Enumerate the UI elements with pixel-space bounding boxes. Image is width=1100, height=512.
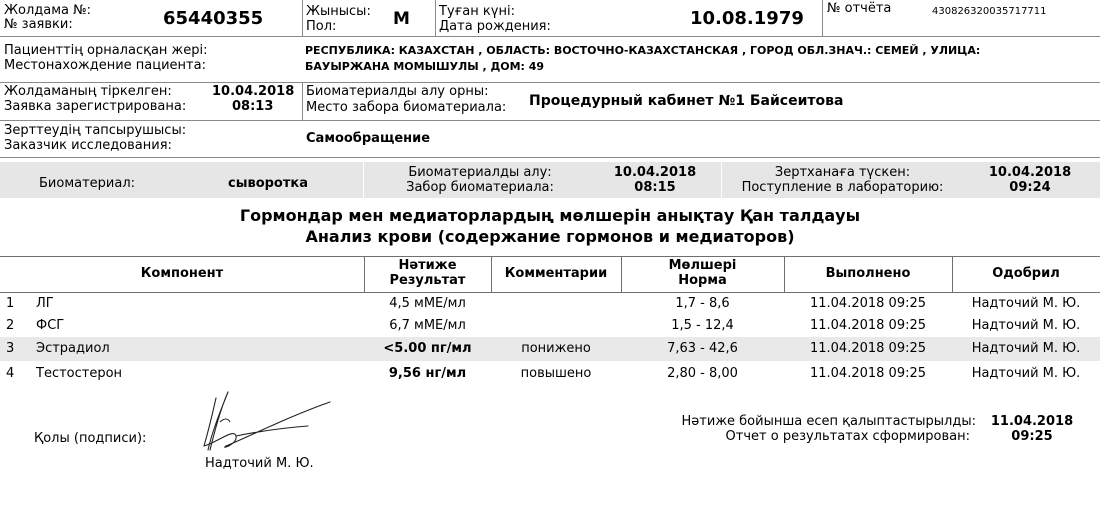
collect-date: 10.04.2018 <box>613 165 697 180</box>
component-name: Эстрадиол <box>36 341 110 356</box>
norm-value: 2,80 - 8,00 <box>667 366 738 381</box>
order-number: 65440355 <box>163 8 264 29</box>
place-label-ru: Место забора биоматериала: <box>306 100 507 115</box>
place-label-kk: Биоматериалды алу орны: <box>306 84 489 99</box>
component-name: ФСГ <box>36 318 65 333</box>
collect-label-ru: Забор биоматериала: <box>406 180 554 195</box>
analysis-title-ru: Анализ крови (содержание гормонов и медиаторов) <box>305 227 795 246</box>
lab-time: 09:24 <box>1009 180 1051 195</box>
birth-value: 10.08.1979 <box>690 8 804 29</box>
lab-label-ru: Поступление в лабораторию: <box>741 180 944 195</box>
norm-value: 7,63 - 42,6 <box>667 341 738 356</box>
report-formed-label-kk: Нәтиже бойынша есеп қалыптастырылды: <box>681 414 976 429</box>
result-value: <5.00 пг/мл <box>383 341 472 356</box>
component-name: Тестостерон <box>36 366 123 381</box>
lab-label-kk: Зертханаға түскен: <box>774 165 911 180</box>
biomaterial-value: сыворотка <box>228 176 308 191</box>
location-label-kk: Пациенттің орналасқан жері: <box>4 43 208 58</box>
norm-value: 1,5 - 12,4 <box>671 318 734 333</box>
th-component: Компонент <box>140 266 224 281</box>
location-value-line1: РЕСПУБЛИКА: КАЗАХСТАН , ОБЛАСТЬ: ВОСТОЧНО-КАЗАХСТАНСКАЯ , ГОРОД ОБЛ.ЗНАЧ.: СЕМЕЙ , УЛИЦА: <box>305 44 981 57</box>
sex-value: M <box>393 9 410 29</box>
result-value: 6,7 мМЕ/мл <box>389 318 466 333</box>
customer-value: Самообращение <box>306 131 431 146</box>
th-approved: Одобрил <box>992 266 1060 281</box>
registration-label-ru: Заявка зарегистрирована: <box>4 99 187 114</box>
analysis-title-kk: Гормондар мен медиаторлардың мөлшерін анықтау Қан талдауы <box>239 206 861 225</box>
location-value-line2: БАУЫРЖАНА МОМЫШУЛЫ , ДОМ: 49 <box>305 60 545 73</box>
signer-name: Надточий М. Ю. <box>205 456 314 471</box>
report-formed-label-ru: Отчет о результатах сформирован: <box>725 429 970 444</box>
th-result-kk: Нәтиже <box>398 258 457 273</box>
collect-time: 08:15 <box>634 180 676 195</box>
sex-label-kk: Жынысы: <box>306 4 371 19</box>
norm-value: 1,7 - 8,6 <box>675 296 730 311</box>
lab-date: 10.04.2018 <box>988 165 1072 180</box>
comment-value: повышено <box>520 366 592 381</box>
th-norm-ru: Норма <box>678 273 727 288</box>
row-number: 4 <box>6 366 15 381</box>
sex-label-ru: Пол: <box>306 19 337 34</box>
result-value: 9,56 нг/мл <box>388 366 467 381</box>
done-value: 11.04.2018 09:25 <box>809 366 927 381</box>
th-norm-kk: Мөлшері <box>668 258 737 273</box>
th-comment: Комментарии <box>504 266 608 281</box>
registration-date: 10.04.2018 <box>212 84 295 99</box>
place-value: Процедурный кабинет №1 Байсеитова <box>529 93 844 109</box>
collect-label-kk: Биоматериалды алу: <box>408 165 552 180</box>
th-result-ru: Результат <box>389 273 466 288</box>
component-name: ЛГ <box>36 296 54 311</box>
done-value: 11.04.2018 09:25 <box>809 296 927 311</box>
registration-time: 08:13 <box>232 99 274 114</box>
approved-value: Надточий М. Ю. <box>971 341 1081 356</box>
done-value: 11.04.2018 09:25 <box>809 341 927 356</box>
order-label-kk: Жолдама №: <box>4 3 92 18</box>
registration-label-kk: Жолдаманың тіркелген: <box>4 84 172 99</box>
report-number: 430826320035717711 <box>932 6 1047 17</box>
row-number: 2 <box>6 318 15 333</box>
report-formed-date: 11.04.2018 <box>990 414 1074 429</box>
report-label: № отчёта <box>827 1 892 16</box>
approved-value: Надточий М. Ю. <box>971 318 1081 333</box>
th-done: Выполнено <box>825 266 911 281</box>
order-label-ru: № заявки: <box>4 17 73 32</box>
birth-label-ru: Дата рождения: <box>439 19 551 34</box>
row-number: 3 <box>6 341 15 356</box>
customer-label-kk: Зерттеудің тапсырушысы: <box>4 123 187 138</box>
birth-label-kk: Туған күні: <box>439 4 515 19</box>
customer-label-ru: Заказчик исследования: <box>4 138 172 153</box>
signature-image <box>190 388 340 458</box>
approved-value: Надточий М. Ю. <box>971 296 1081 311</box>
comment-value: понижено <box>521 341 591 356</box>
location-label-ru: Местонахождение пациента: <box>4 58 206 73</box>
row-number: 1 <box>6 296 15 311</box>
done-value: 11.04.2018 09:25 <box>809 318 927 333</box>
report-formed-time: 09:25 <box>1011 429 1053 444</box>
signature-label: Қолы (подписи): <box>34 431 147 446</box>
result-value: 4,5 мМЕ/мл <box>389 296 466 311</box>
biomaterial-label: Биоматериал: <box>39 176 136 191</box>
approved-value: Надточий М. Ю. <box>971 366 1081 381</box>
